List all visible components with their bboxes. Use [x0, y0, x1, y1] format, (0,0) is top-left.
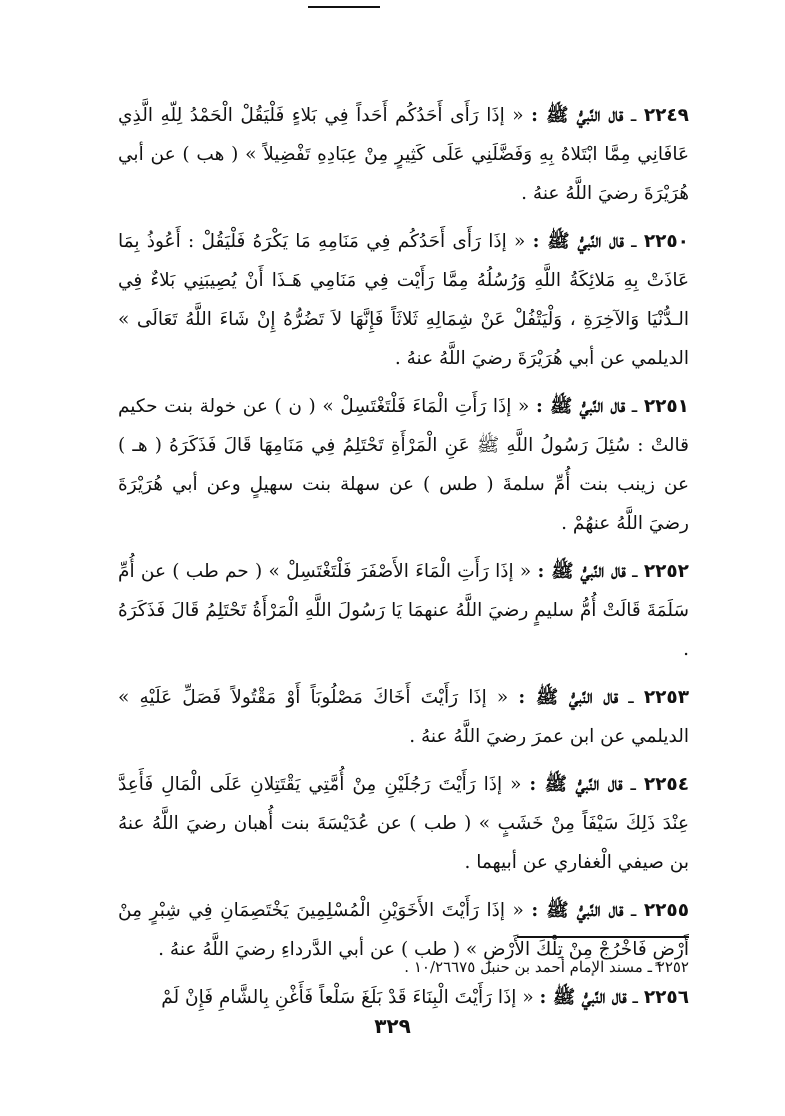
hadith-number: ٢٢٥٣	[643, 687, 689, 708]
hadith-text: « إذَا رَأَى أَحَدُكُم فِي مَنَامِهِ مَا يَكْرَهُ فَلْيَقُلْ : أَعُوذُ بِمَا عَاذَتْ بِهِ مَلائِكَةُ اللَّهِ وَرُسُلُهُ مِمَّا رَأَيْت فِي مَنَامِي هَـذَا أَنْ يُصِيبَنِي بَلاءٌ فِي الـدُّنْيَا وَالآخِرَةِ ، وَلْيَتْفُلْ عَنْ شِمَالِهِ ثَلاثَاً فَإِنَّهَا لاَ تَضُرُّهُ إِنْ شَاءَ اللَّهُ تَعَالَى » الديلمي عن أبي هُرَيْرَةَ رضيَ اللَّهُ عنهُ .	[118, 231, 689, 369]
hadith-speaker: قال النَّبيُّ ﷺ :	[531, 900, 624, 921]
hadith-number: ٢٢٥١	[643, 396, 689, 417]
hadith-entry: ٢٢٥٦ ـ قال النَّبيُّ ﷺ : « إذَا رَأَيْتَ الْبِنَاءَ قَدْ بَلَغَ سَلْعاً فَأَغْنِ بِالشَّامِ فَإِنْ لَمْ	[161, 987, 689, 1008]
hadith-entry: ٢٢٥٢ ـ قال النَّبيُّ ﷺ : « إذَا رَأَتِ الْمَاءَ الأَصْفَرَ فَلْتَغْتَسِلْ » ( حم طب ) عن أُمِّ سَلَمَةَ قَالَتْ أُمُّ سليمٍ رضيَ اللَّهُ عنهمَا يَا رَسُولَ اللَّهِ الْمَرْأَةُ تَحْتَلِمُ قَالَ فَذَكَرَهُ .	[118, 561, 689, 660]
hadith-entry: ٢٢٥١ ـ قال النَّبيُّ ﷺ : « إذَا رَأَتِ الْمَاءَ فَلْتَغْتَسِلْ » ( ن ) عن خولة بنت حكيم قالتْ : سُئِلَ رَسُولُ اللَّهِ ﷺ عَنِ الْمَرْأَةِ تَحْتَلِمُ فِي مَنَامِهَا قَالَ فَذَكَرَهُ ( هـ ) عن زينب بنت أُمِّ سلمةَ ( طس ) عن سهلة بنت سهيلٍ وعن أبي هُرَيْرَةَ رضيَ اللَّهُ عنهُمْ .	[118, 396, 689, 534]
hadith-speaker: قال النَّبيُّ ﷺ :	[531, 105, 624, 126]
top-rule	[308, 6, 380, 8]
hadith-entry: ٢٢٥٠ ـ قال النَّبيُّ ﷺ : « إذَا رَأَى أَحَدُكُم فِي مَنَامِهِ مَا يَكْرَهُ فَلْيَقُلْ : أَعُوذُ بِمَا عَاذَتْ بِهِ مَلائِكَةُ اللَّهِ وَرُسُلُهُ مِمَّا رَأَيْت فِي مَنَامِي هَـذَا أَنْ يُصِيبَنِي بَلاءٌ فِي الـدُّنْيَا وَالآخِرَةِ ، وَلْيَتْفُلْ عَنْ شِمَالِهِ ثَلاثَاً فَإِنَّهَا لاَ تَضُرُّهُ إِنْ شَاءَ اللَّهُ تَعَالَى » الديلمي عن أبي هُرَيْرَةَ رضيَ اللَّهُ عنهُ .	[118, 231, 689, 369]
hadith-speaker: قال النَّبيُّ ﷺ :	[535, 396, 626, 417]
hadith-entry: ٢٢٥٤ ـ قال النَّبيُّ ﷺ : « إذَا رَأَيْتَ رَجُلَيْنِ مِنْ أُمَّتِي يَقْتَتِلانِ عَلَى الْمَالِ فَأَعِدَّ عِنْدَ ذَلِكَ سَيْفَاً مِنْ خَشَبٍ » ( طب ) عن عُدَيْسَةَ بنت أُهبان رضيَ اللَّهُ عنهُ بن صيفي الْغفاري عن أبيهما .	[118, 774, 690, 873]
hadith-speaker: قال النَّبيُّ ﷺ :	[537, 561, 626, 582]
hadith-number: ٢٢٥٢	[643, 561, 689, 582]
hadith-text: « إذَا رَأَيْتَ الأَخَوَيْنِ الْمُسْلِمِينَ يَخْتَصِمَانِ فِي شِبْرٍ مِنْ أَرْضٍ فَاخْرُجْ مِنْ تِلْكَ الأَرْضِ » ( طب ) عن أبي الدَّرداءِ رضيَ اللَّهُ عنهُ .	[118, 900, 689, 960]
hadith-text: « إذَا رَأَيْتَ رَجُلَيْنِ مِنْ أُمَّتِي يَقْتَتِلانِ عَلَى الْمَالِ فَأَعِدَّ عِنْدَ ذَلِكَ سَيْفَاً مِنْ خَشَبٍ » ( طب ) عن عُدَيْسَةَ بنت أُهبان رضيَ اللَّهُ عنهُ بن صيفي الْغفاري عن أبيهما .	[118, 774, 689, 873]
hadith-entry: ٢٢٤٩ ـ قال النَّبيُّ ﷺ : « إذَا رَأَى أَحَدُكُم أَحَداً فِي بَلاءٍ فَلْيَقُلْ الْحَمْدُ لِلّهِ الَّذِي عَافَانِي مِمَّا ابْتَلاهُ بِهِ وَفَضَّلَنِي عَلَى كَثِيرٍ مِنْ عِبَادِهِ تَفْضِيلاً » ( هب ) عن أبي هُرَيْرَةَ رضيَ اللَّهُ عنهُ .	[118, 105, 689, 204]
hadith-text: « إذَا رَأَيْتَ الْبِنَاءَ قَدْ بَلَغَ سَلْعاً فَأَغْنِ بِالشَّامِ فَإِنْ لَمْ	[161, 987, 534, 1008]
hadith-speaker: قال النَّبيُّ ﷺ :	[518, 687, 619, 708]
footnote-rule	[517, 936, 689, 938]
hadith-speaker: قال النَّبيُّ ﷺ :	[529, 774, 623, 795]
footnote: ٢٢٥٢ ـ مسند الإمام أحمد بن حنبل ١٠/٢٦٦٧٥ .	[404, 958, 689, 976]
hadith-text: « إذَا رَأَتِ الْمَاءَ فَلْتَغْتَسِلْ » ( ن ) عن خولة بنت حكيم قالتْ : سُئِلَ رَسُولُ اللَّهِ ﷺ عَنِ الْمَرْأَةِ تَحْتَلِمُ فِي مَنَامِهَا قَالَ فَذَكَرَهُ ( هـ ) عن زينب بنت أُمِّ سلمةَ ( طس ) عن سهلة بنت سهيلٍ وعن أبي هُرَيْرَةَ رضيَ اللَّهُ عنهُمْ .	[118, 396, 689, 534]
hadith-speaker: قال النَّبيُّ ﷺ :	[539, 987, 627, 1008]
hadith-number: ٢٢٥٤	[643, 774, 690, 795]
hadith-text: « إذَا رَأَى أَحَدُكُم أَحَداً فِي بَلاءٍ فَلْيَقُلْ الْحَمْدُ لِلّهِ الَّذِي عَافَانِي مِمَّا ابْتَلاهُ بِهِ وَفَضَّلَنِي عَلَى كَثِيرٍ مِنْ عِبَادِهِ تَفْضِيلاً » ( هب ) عن أبي هُرَيْرَةَ رضيَ اللَّهُ عنهُ .	[118, 105, 689, 204]
hadith-number: ٢٢٥٠	[643, 231, 689, 252]
page-number: ٣٢٩	[374, 1014, 411, 1038]
hadith-number: ٢٢٤٩	[643, 105, 689, 126]
hadith-text: « إذَا رَأَتِ الْمَاءَ الأَصْفَرَ فَلْتَغْتَسِلْ » ( حم طب ) عن أُمِّ سَلَمَةَ قَالَتْ أُمُّ سليمٍ رضيَ اللَّهُ عنهمَا يَا رَسُولَ اللَّهِ الْمَرْأَةُ تَحْتَلِمُ قَالَ فَذَكَرَهُ .	[118, 561, 689, 660]
hadith-speaker: قال النَّبيُّ ﷺ :	[532, 231, 624, 252]
hadith-entry: ٢٢٥٣ ـ قال النَّبيُّ ﷺ : « إذَا رَأَيْتَ أَخَاكَ مَصْلُوبَاً أَوْ مَقْتُولاً فَصَلِّ عَلَيْهِ » الديلمي عن ابن عمرَ رضيَ اللَّهُ عنهُ .	[118, 687, 689, 747]
hadith-number: ٢٢٥٦	[643, 987, 689, 1008]
hadith-number: ٢٢٥٥	[643, 900, 689, 921]
hadith-text: « إذَا رَأَيْتَ أَخَاكَ مَصْلُوبَاً أَوْ مَقْتُولاً فَصَلِّ عَلَيْهِ » الديلمي عن ابن عمرَ رضيَ اللَّهُ عنهُ .	[118, 687, 689, 747]
hadith-text-body	[118, 96, 689, 1026]
hadith-entry: ٢٢٥٥ ـ قال النَّبيُّ ﷺ : « إذَا رَأَيْتَ الأَخَوَيْنِ الْمُسْلِمِينَ يَخْتَصِمَانِ فِي شِبْرٍ مِنْ أَرْضٍ فَاخْرُجْ مِنْ تِلْكَ الأَرْضِ » ( طب ) عن أبي الدَّرداءِ رضيَ اللَّهُ عنهُ .	[118, 900, 689, 960]
